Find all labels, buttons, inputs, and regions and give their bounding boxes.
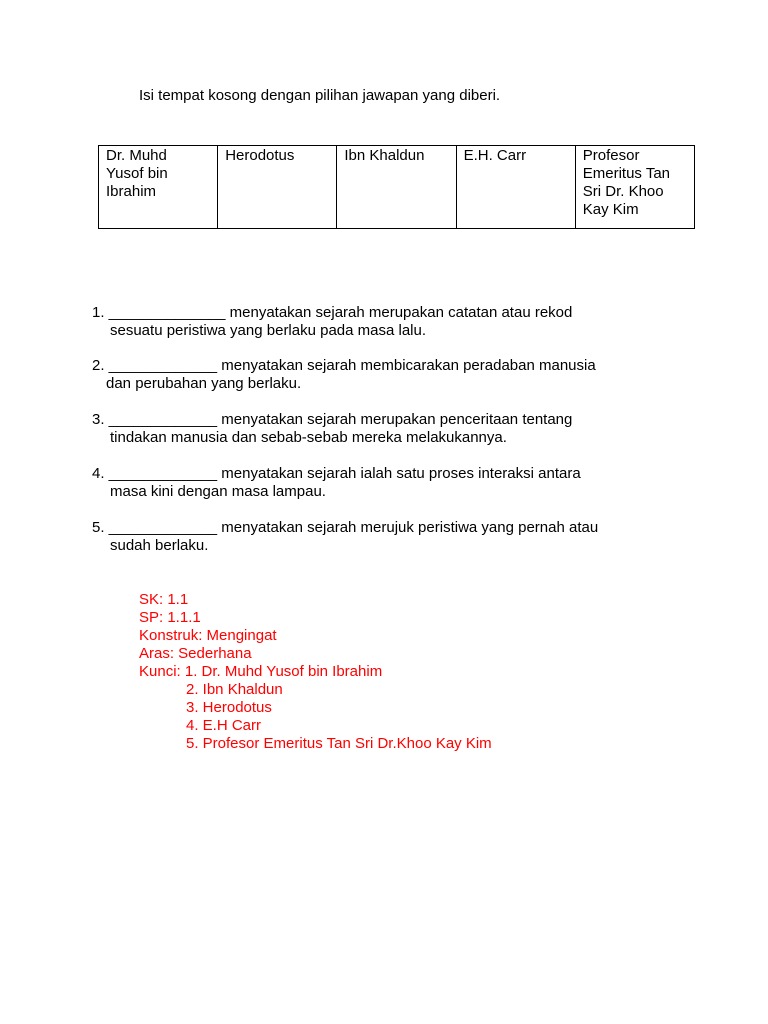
question-line: 4. _____________ menyatakan sejarah ialah satu proses interaksi antara xyxy=(92,465,581,482)
choice-text: Ibn Khaldun xyxy=(344,147,425,164)
choice-text: Sri Dr. Khoo xyxy=(582,183,664,200)
question-line: sudah berlaku. xyxy=(110,537,209,554)
choice-text: E.H. Carr xyxy=(463,147,527,164)
choice-cell-4 xyxy=(456,146,575,229)
choice-text: Herodotus xyxy=(225,147,295,164)
question-line: 3. _____________ menyatakan sejarah merupakan penceritaan tentang xyxy=(92,411,573,428)
question-line: 1. ______________ menyatakan sejarah merupakan catatan atau rekod xyxy=(92,304,573,321)
question-1 xyxy=(92,304,572,340)
choice-text: Profesor xyxy=(582,147,640,164)
choice-text: Emeritus Tan xyxy=(582,165,671,182)
choice-text: Ibrahim xyxy=(106,183,157,200)
answer-key-kunci-2: 2. Ibn Khaldun xyxy=(186,681,283,698)
question-3 xyxy=(92,411,572,447)
table-row xyxy=(99,146,695,229)
question-4 xyxy=(92,465,581,501)
choice-text: Dr. Muhd xyxy=(106,147,167,164)
choice-cell-5 xyxy=(575,146,694,229)
answer-key-sp: SP: 1.1.1 xyxy=(139,609,201,626)
question-line: masa kini dengan masa lampau. xyxy=(110,483,326,500)
question-line: 2. _____________ menyatakan sejarah membicarakan peradaban manusia xyxy=(92,357,596,374)
question-line: dan perubahan yang berlaku. xyxy=(106,375,302,392)
answer-key-kunci-4: 4. E.H Carr xyxy=(186,717,262,734)
question-line: sesuatu peristiwa yang berlaku pada masa lalu. xyxy=(110,322,427,339)
answer-choices-table xyxy=(98,145,695,229)
answer-key-kunci-1: Kunci: 1. Dr. Muhd Yusof bin Ibrahim xyxy=(139,663,383,680)
choice-text: Yusof bin xyxy=(106,165,168,182)
instruction-text: Isi tempat kosong dengan pilihan jawapan yang diberi. xyxy=(139,87,501,104)
answer-key-konstruk: Konstruk: Mengingat xyxy=(139,627,277,644)
answer-key xyxy=(139,591,492,753)
answer-key-aras: Aras: Sederhana xyxy=(139,645,252,662)
question-line: tindakan manusia dan sebab-sebab mereka melakukannya. xyxy=(110,429,507,446)
choice-text: Kay Kim xyxy=(582,201,639,218)
answer-key-kunci-3: 3. Herodotus xyxy=(186,699,272,716)
choice-cell-2 xyxy=(218,146,337,229)
question-line: 5. _____________ menyatakan sejarah merujuk peristiwa yang pernah atau xyxy=(92,519,599,536)
answer-key-sk: SK: 1.1 xyxy=(139,591,189,608)
choice-cell-3 xyxy=(337,146,456,229)
question-5 xyxy=(92,519,598,555)
question-2 xyxy=(92,357,596,393)
answer-key-kunci-5: 5. Profesor Emeritus Tan Sri Dr.Khoo Kay Kim xyxy=(186,735,492,752)
choice-cell-1 xyxy=(99,146,218,229)
